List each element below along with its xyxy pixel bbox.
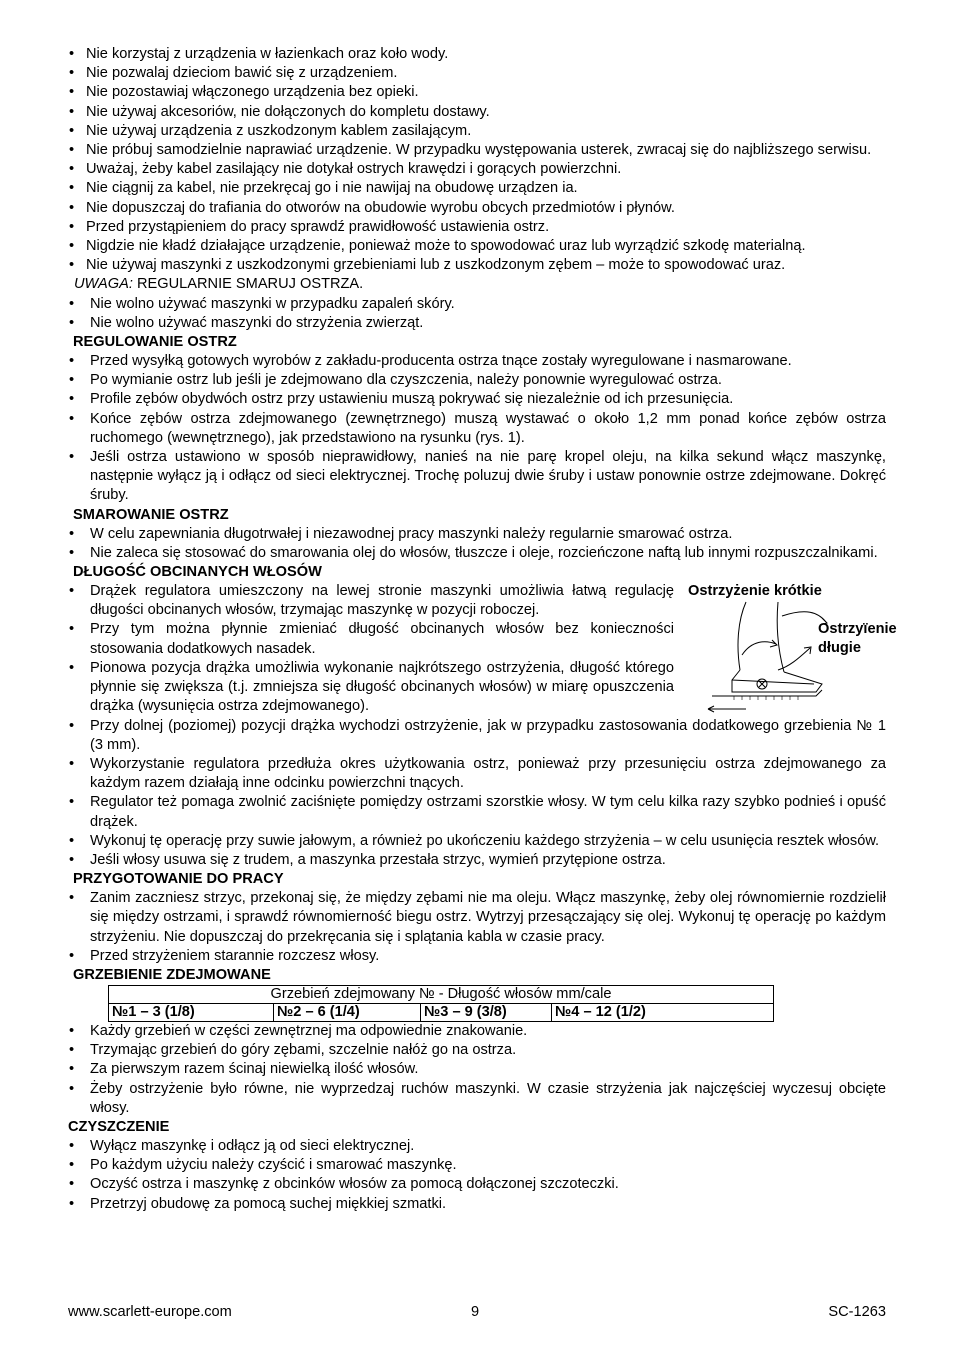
- list-item: • Przy tym można płynnie zmieniać długość obcinanych włosów bez konieczności stosowania dodatkowych nasadek.: [68, 620, 674, 658]
- list-item: • Przy dolnej (poziomej) pozycji drążka wychodzi ostrzyżenie, jak w przypadku zastosowania dodatkowego grzebienia № 1 (3 mm).: [68, 717, 886, 755]
- length-figure-block: [68, 582, 897, 716]
- list-item: • Przed przystąpieniem do pracy sprawdź prawidłowość ustawienia ostrz.: [68, 218, 886, 237]
- list-item: • Nie próbuj samodzielnie naprawiać urządzenie. W przypadku występowania usterek, zwracaj się do najbliższego serwisu.: [68, 141, 886, 160]
- list-item: • Nie używaj akcesoriów, nie dołączonych do kompletu dostawy.: [68, 103, 886, 122]
- list-item: • Wykorzystanie regulatora przedłuża okres użytkowania ostrz, ponieważ przy przesunięciu ostrza zdejmowanego za każdym razem działają inne odcinku powierzchni tnących.: [68, 755, 886, 793]
- list-item: • Nie wolno używać maszynki w przypadku zapaleń skóry.: [68, 295, 886, 314]
- footer-page-number: 9: [471, 1304, 480, 1320]
- list-item: • Nie pozwalaj dzieciom bawić się z urządzeniem.: [68, 64, 886, 83]
- list-item: • Nie używaj maszynki z uszkodzonymi grzebieniami lub z uszkodzonym zębem – może to spowodować uraz.: [68, 256, 886, 275]
- list-item: • Po wymianie ostrz lub jeśli je zdejmowano dla czyszczenia, należy ponownie wyregulować ostrza.: [68, 371, 886, 390]
- comb-cell-3: №3 – 9 (3/8): [421, 1003, 552, 1021]
- list-item: • Zanim zaczniesz strzyc, przekonaj się, że między zębami nie ma oleju. Włącz maszynkę, żeby olej równomiernie rozdzielił się między ostrzami, i sprawdź równomierność biegu ostrz. Wytrzyj przesączający się olej. Wykonuj tę operację po każdym strzyżeniu. Nie dopuszczaj do przekręcania się i splątania kabla w czasie pracy.: [68, 889, 886, 947]
- prep-list: [68, 889, 886, 966]
- list-item: • Przed strzyżeniem starannie rozczesz włosy.: [68, 947, 886, 966]
- section-heading-prep: PRZYGOTOWANIE DO PRACY: [73, 871, 284, 888]
- safety-list-2: [68, 295, 886, 333]
- comb-table-header: Grzebień zdejmowany № - Długość włosów mm/cale: [109, 985, 774, 1003]
- section-heading-lube: SMAROWANIE OSTRZ: [73, 506, 229, 523]
- list-item: • Profile zębów obydwóch ostrz przy ustawieniu muszą pokrywać się niezależnie od ich przesunięcia.: [68, 390, 886, 409]
- list-item: • Nie wolno używać maszynki do strzyżenia zwierząt.: [68, 314, 886, 333]
- page-footer: [68, 1303, 886, 1323]
- list-item: • Regulator też pomaga zwolnić zaciśnięte pomiędzy ostrzami szorstkie włosy. W tym celu kilka razy szybko podnieś i opuść drążek.: [68, 793, 886, 831]
- figure-label-short: Ostrzyżenie krótkie: [688, 583, 822, 600]
- list-item: • Za pierwszym razem ścinaj niewielką ilość włosów.: [68, 1060, 886, 1079]
- list-item: • Nie używaj urządzenia z uszkodzonym kablem zasilającym.: [68, 122, 886, 141]
- section-heading-adjust: REGULOWANIE OSTRZ: [73, 334, 237, 351]
- list-item: • Jeśli ostrza ustawiono w sposób nieprawidłowy, nanieś na nie parę kropel oleju, na kilka sekund włącz maszynkę, następnie wyłącz ją i odłącz od sieci elektrycznej. Trochę poluzuj dwie śruby i ustaw ponownie ostrze zdejmowane. Dokręć śruby.: [68, 448, 886, 506]
- list-item: • Pionowa pozycja drążka umożliwia wykonanie najkrótszego ostrzyżenia, długość którego płynnie się zwiększa (t.j. zmniejsza się długość obcinanych włosów) w miarę opuszczenia drążka (wysunięcia ostrza zdejmowanego).: [68, 659, 674, 717]
- figure-label-long: Ostrzyïenie długie: [818, 621, 897, 657]
- footer-website: www.scarlett-europe.com: [68, 1304, 232, 1320]
- list-item: • Nie korzystaj z urządzenia w łazienkach oraz koło wody.: [68, 45, 886, 64]
- list-item: • Nie pozostawiaj włączonego urządzenia bez opieki.: [68, 83, 886, 102]
- list-item: • Każdy grzebień w części zewnętrznej ma odpowiednie znakowanie.: [68, 1022, 886, 1041]
- length-fig-list: [68, 582, 674, 716]
- length-list: [68, 717, 886, 871]
- comb-cell-4: №4 – 12 (1/2): [552, 1003, 774, 1021]
- list-item: • Nie zaleca się stosować do smarowania olej do włosów, tłuszcze i oleje, rozcieńczone naftą lub innymi rozpuszczalnikami.: [68, 544, 886, 563]
- lube-list: [68, 525, 886, 563]
- list-item: • Wyłącz maszynkę i odłącz ją od sieci elektrycznej.: [68, 1137, 886, 1156]
- list-item: • Nie ciągnij za kabel, nie przekręcaj go i nie nawijaj na obudowę urządzen ia.: [68, 179, 886, 198]
- section-heading-combs: GRZEBIENIE ZDEJMOWANE: [73, 966, 271, 983]
- comb-cell-2: №2 – 6 (1/4): [274, 1003, 421, 1021]
- list-item: • Przed wysyłką gotowych wyrobów z zakładu-producenta ostrza tnące zostały wyregulowane i nasmarowane.: [68, 352, 886, 371]
- page-content: [68, 45, 897, 1214]
- section-heading-length: DŁUGOŚĆ OBCINANYCH WŁOSÓW: [73, 564, 322, 581]
- list-item: • Uważaj, żeby kabel zasilający nie dotykał ostrych krawędzi i gorących powierzchni.: [68, 160, 886, 179]
- clean-list: [68, 1137, 886, 1214]
- section-heading-clean: CZYSZCZENIE: [68, 1118, 170, 1135]
- note: [68, 275, 886, 294]
- list-item: • W celu zapewniania długotrwałej i niezawodnej pracy maszynki należy regularnie smarować ostrza.: [68, 525, 886, 544]
- list-item: • Żeby ostrzyżenie było równe, nie wyprzedzaj ruchów maszynki. W czasie strzyżenia jak najczęściej wyczesuj obcięte włosy.: [68, 1080, 886, 1118]
- combs-list: [68, 1022, 886, 1118]
- list-item: • Wykonuj tę operację przy suwie jałowym, a również po ukończeniu każdego strzyżenia – w celu usunięcia resztek włosów.: [68, 832, 886, 851]
- list-item: • Trzymając grzebień do góry zębami, szczelnie nałóż go na ostrza.: [68, 1041, 886, 1060]
- list-item: • Przetrzyj obudowę za pomocą suchej miękkiej szmatki.: [68, 1195, 886, 1214]
- list-item: • Nigdzie nie kładź działające urządzenie, ponieważ może to spowodować uraz lub wyrządzić szkodę materialną.: [68, 237, 886, 256]
- list-item: • Nie dopuszczaj do trafiania do otworów na obudowie wyrobu obcych przedmiotów i płynów.: [68, 199, 886, 218]
- clipper-diagram-icon: [706, 600, 886, 715]
- safety-list: [68, 45, 886, 275]
- hair-length-figure: [688, 582, 898, 712]
- footer-model: SC-1263: [828, 1304, 886, 1320]
- note-label: UWAGA:: [74, 276, 133, 293]
- adjust-list: [68, 352, 886, 506]
- list-item: • Po każdym użyciu należy czyścić i smarować maszynkę.: [68, 1156, 886, 1175]
- list-item: • Drążek regulatora umieszczony na lewej stronie maszynki umożliwia łatwą regulację długości obcinanych włosów, trzymając maszynkę w pozycji roboczej.: [68, 582, 674, 620]
- list-item: • Końce zębów ostrza zdejmowanego (zewnętrznego) muszą wystawać o około 1,2 mm ponad końce zębów ostrza ruchomego (wewnętrznego), jak przedstawiono na rysunku (rys. 1).: [68, 410, 886, 448]
- comb-table: [108, 985, 774, 1022]
- list-item: • Jeśli włosy usuwa się z trudem, a maszynka przestała strzyc, wymień przytępione ostrza.: [68, 851, 886, 870]
- comb-cell-1: №1 – 3 (1/8): [109, 1003, 274, 1021]
- list-item: • Oczyść ostrza i maszynkę z obcinków włosów za pomocą dołączonej szczoteczki.: [68, 1175, 886, 1194]
- note-text: REGULARNIE SMARUJ OSTRZA.: [132, 276, 364, 293]
